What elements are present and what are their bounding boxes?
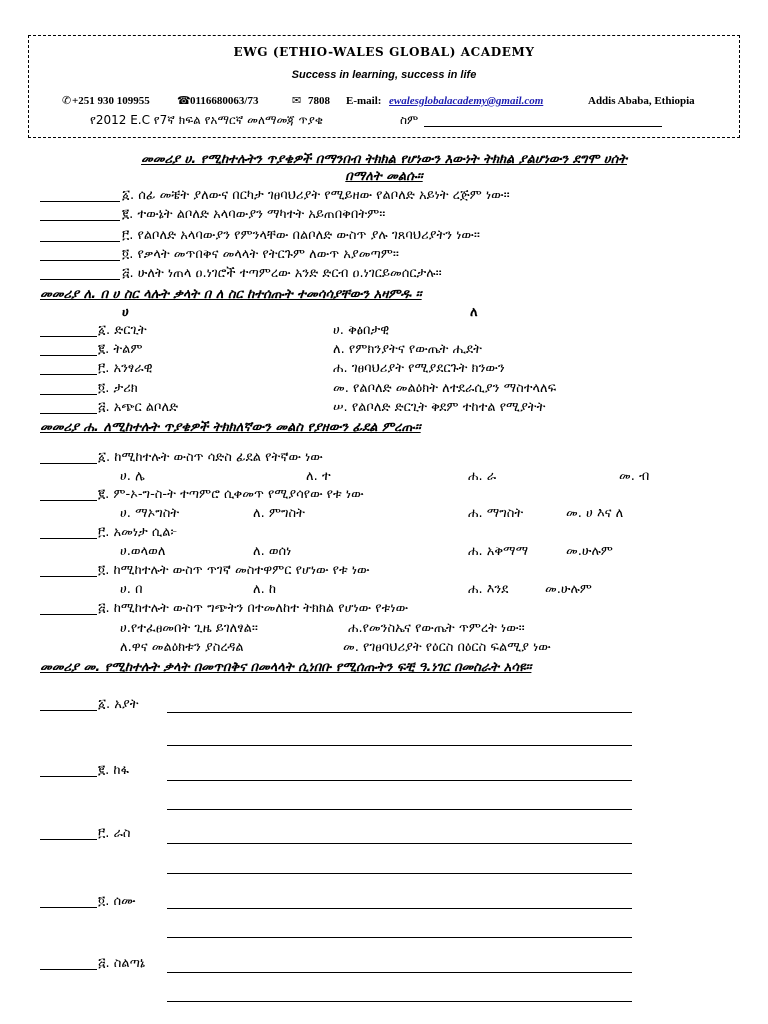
choice-option: ሀ. ሌ — [120, 469, 145, 484]
answer-blank[interactable] — [40, 776, 97, 777]
choice-option: መ. የገፀባህሪያት የዕርስ በዕርስ ፍልሚያ ነው — [343, 640, 551, 655]
choice-option: ለ. ወሰነ — [253, 544, 292, 559]
writing-line[interactable] — [167, 972, 632, 973]
answer-blank[interactable] — [40, 355, 97, 356]
question-item — [122, 187, 510, 205]
question-text: ከሚከተሉት ውስጥ ሳድስ ፊደል የትኛው ነው — [114, 450, 323, 465]
word-number: ፭. — [98, 956, 110, 971]
writing-line[interactable] — [167, 712, 632, 713]
term-text: አጭር ልቦለድ — [113, 400, 179, 415]
phone-number: 0116680063/73 — [190, 95, 259, 107]
question-item — [122, 246, 399, 264]
word-item — [98, 955, 145, 973]
term-text: ትልም — [113, 342, 143, 357]
question-text: ተውኔት ልቦለድ አላባውያን ማካተት አይጠበቅበትም። — [137, 207, 386, 222]
question-number: ፫. — [98, 525, 110, 540]
question-item — [122, 265, 442, 283]
choice-option: ለ.ዋና መልዕክቱን ያስረዳል — [120, 640, 244, 655]
term-text: አንፃራዊ — [113, 361, 153, 376]
section-b-instruction: መመሪያ ለ. በ ሀ ስር ላሉት ቃላት በ ለ ስር ከተሰጡት ተመሳሳያቸውን አዛምዱ ። — [40, 287, 422, 302]
choice-option: ለ. ምግስት — [253, 506, 305, 521]
word-text: ስልጣኔ — [113, 956, 146, 971]
question-number: ፭. — [98, 601, 110, 616]
section-a-instruction-line-1: መመሪያ ሀ. የሚከተሉትን ጥያቄዎች በማንበብ ትክክል የሆነውን እውነት ትክክል ያልሆነውን ደግሞ ሀሰት — [141, 152, 627, 167]
writing-line[interactable] — [167, 745, 632, 746]
answer-blank[interactable] — [40, 538, 97, 539]
choice-option: መ. ብ — [619, 469, 650, 484]
choice-option: መ.ሁሉም — [566, 544, 613, 559]
word-text: ራስ — [113, 826, 131, 841]
match-term — [98, 341, 143, 359]
choice-option: ሐ.የመንስኤና የውጤት ጥምረት ነው። — [348, 621, 525, 636]
word-number: ፫. — [98, 826, 110, 841]
choice-option: ሐ. ማግስት — [468, 506, 524, 521]
question-number: ፩. — [122, 188, 135, 203]
choice-option: ለ. ከ — [253, 582, 277, 597]
writing-line[interactable] — [167, 809, 632, 810]
question-number: ፭. — [122, 266, 134, 281]
match-term — [98, 380, 138, 398]
writing-line[interactable] — [167, 908, 632, 909]
column-b-header: ለ — [470, 305, 478, 320]
answer-blank[interactable] — [40, 260, 120, 261]
section-a-instruction-line-2: በማለት መልሱ። — [345, 169, 423, 184]
mobile-number: +251 930 109955 — [72, 95, 150, 107]
answer-blank[interactable] — [40, 614, 97, 615]
match-term — [98, 399, 178, 417]
choice-option: ሀ. ማኦግስት — [120, 506, 180, 521]
envelope-icon — [292, 94, 301, 108]
question-item — [122, 206, 385, 224]
writing-line[interactable] — [167, 843, 632, 844]
question-text: ከሚከተሉት ውስጥ ጥገኛ መስተዋምር የሆነው የቱ ነው — [113, 563, 370, 578]
answer-blank[interactable] — [40, 907, 97, 908]
choice-option: ሐ. እንደ — [468, 582, 509, 597]
answer-blank[interactable] — [40, 279, 120, 280]
question-item — [98, 600, 408, 618]
term-text: ድርጊት — [114, 323, 147, 338]
question-text: ሰፊ መቼት ያለውና በርካታ ገፀባህሪያት የሚይዘው የልቦለድ አይነት ረጅም ነው። — [138, 188, 510, 203]
email-label: E-mail: — [346, 95, 382, 107]
term-number: ፩. — [98, 323, 111, 338]
choice-option: ሀ.ወላወለ — [120, 544, 166, 559]
choice-option: ሐ. አቅማማ — [468, 544, 529, 559]
word-item — [98, 893, 135, 911]
writing-line[interactable] — [167, 937, 632, 938]
match-option: ሐ. ገፀባህሪያት የሚያደርጉት ክንውን — [333, 361, 505, 376]
answer-blank[interactable] — [40, 576, 97, 577]
answer-blank[interactable] — [40, 839, 97, 840]
match-term — [98, 360, 153, 378]
answer-blank[interactable] — [40, 220, 120, 221]
word-item — [98, 825, 130, 843]
answer-blank[interactable] — [40, 336, 97, 337]
writing-line[interactable] — [167, 1001, 632, 1002]
question-number: ፩. — [98, 450, 111, 465]
school-name: EWG (ETHIO-WALES GLOBAL) ACADEMY — [233, 45, 535, 59]
question-text: የቃላት መጥበቅና መላላት የትርጉም ለውጥ አያመጣም። — [137, 247, 399, 262]
question-item — [98, 524, 177, 542]
choice-option: መ. ሀ እና ለ — [566, 506, 624, 521]
match-option: ለ. የምክንያትና የውጤት ሒደት — [333, 342, 482, 357]
word-text: አያት — [114, 697, 139, 712]
question-item — [122, 227, 480, 245]
choice-option: ሐ. ራ — [468, 469, 497, 484]
word-number: ፬. — [98, 894, 110, 909]
question-item — [98, 562, 370, 580]
question-number: ፫. — [122, 228, 134, 243]
school-motto: Success in learning, success in life — [291, 69, 477, 81]
section-c-instruction: መመሪያ ሐ. ለሚከተሉት ጥያቄዎች ትክክለኛውን መልስ የያዘውን ፊደል ምረጡ። — [40, 420, 421, 435]
section-d-instruction: መመሪያ መ. የሚከተሉት ቃላት በመጥበቅና በመላላት ሲነበቡ የሚሰጡትን ፍቺ ዓ.ነገር በመስራት አሳዩ። — [40, 660, 532, 675]
column-a-header: ሀ — [122, 305, 129, 320]
match-option: ሀ. ቅፅበታዊ — [333, 323, 390, 338]
telephone-icon — [177, 94, 191, 108]
answer-blank[interactable] — [40, 463, 97, 464]
writing-line[interactable] — [167, 873, 632, 874]
match-option: መ. የልቦለድ መልዕክት ለተደራሲያን ማስተላለፍ — [333, 381, 557, 396]
writing-line[interactable] — [167, 780, 632, 781]
question-number: ፬. — [122, 247, 134, 262]
question-text: የልቦለድ አላባውያን የምንላቸው በልቦለድ ውስጥ ያሉ ገጸባህሪያትን ነው። — [137, 228, 480, 243]
name-field[interactable] — [424, 126, 662, 127]
question-text: ሁለት ነጠላ ዐ.ነገሮች ተጣምረው አንድ ድርብ ዐ.ነገርይመሰርታሉ። — [137, 266, 442, 281]
word-text: ሰሙ — [113, 894, 136, 909]
question-text: አመነታ ሲል፦ — [113, 525, 178, 540]
choice-option: ሀ.የተፈፀመበት ጊዜ ይገለፃል። — [120, 621, 258, 636]
exam-title: የ2012 E.C የ7ኛ ክፍል የአማርኛ መለማመጃ ጥያቄ — [90, 113, 323, 127]
term-number: ፫. — [98, 361, 110, 376]
match-term — [98, 322, 147, 340]
term-number: ፬. — [98, 381, 110, 396]
answer-blank[interactable] — [40, 500, 97, 501]
question-item — [98, 486, 364, 504]
question-number: ፬. — [98, 563, 110, 578]
choice-option: ለ. ተ — [306, 469, 331, 484]
answer-blank[interactable] — [40, 201, 120, 202]
choice-option: መ.ሁሉም — [545, 582, 592, 597]
question-item — [98, 449, 323, 467]
choice-option: ሀ. በ — [120, 582, 143, 597]
email-link[interactable]: ewalesglobalacademy@gmail.com — [389, 95, 544, 107]
question-text: ከሚከተሉት ውስጥ ግጭትን በተመለከተ ትክክል የሆነው የቱነው — [113, 601, 409, 616]
answer-blank[interactable] — [40, 413, 97, 414]
word-item — [98, 696, 139, 714]
term-number: ፭. — [98, 400, 110, 415]
term-number: ፪. — [98, 342, 110, 357]
mobile-phone-icon — [62, 94, 71, 108]
word-number: ፪. — [98, 763, 110, 778]
word-item — [98, 762, 129, 780]
name-label: ስም — [400, 113, 419, 127]
answer-blank[interactable] — [40, 710, 97, 711]
match-option: ሠ. የልቦለድ ድርጊት ቅደም ተከተል የሚያትት — [333, 400, 546, 415]
po-box: 7808 — [308, 95, 330, 107]
word-number: ፩. — [98, 697, 111, 712]
question-text: ም-ኦ-ግ-ስ-ት ተጣምሮ ሲቀመጥ የሚያሳየው የቱ ነው — [113, 487, 364, 502]
answer-blank[interactable] — [40, 374, 97, 375]
answer-blank[interactable] — [40, 394, 97, 395]
question-number: ፪. — [122, 207, 134, 222]
question-number: ፪. — [98, 487, 110, 502]
answer-blank[interactable] — [40, 241, 120, 242]
answer-blank[interactable] — [40, 969, 97, 970]
term-text: ታሪክ — [113, 381, 138, 396]
word-text: ከፋ — [113, 763, 129, 778]
address: Addis Ababa, Ethiopia — [588, 95, 695, 107]
